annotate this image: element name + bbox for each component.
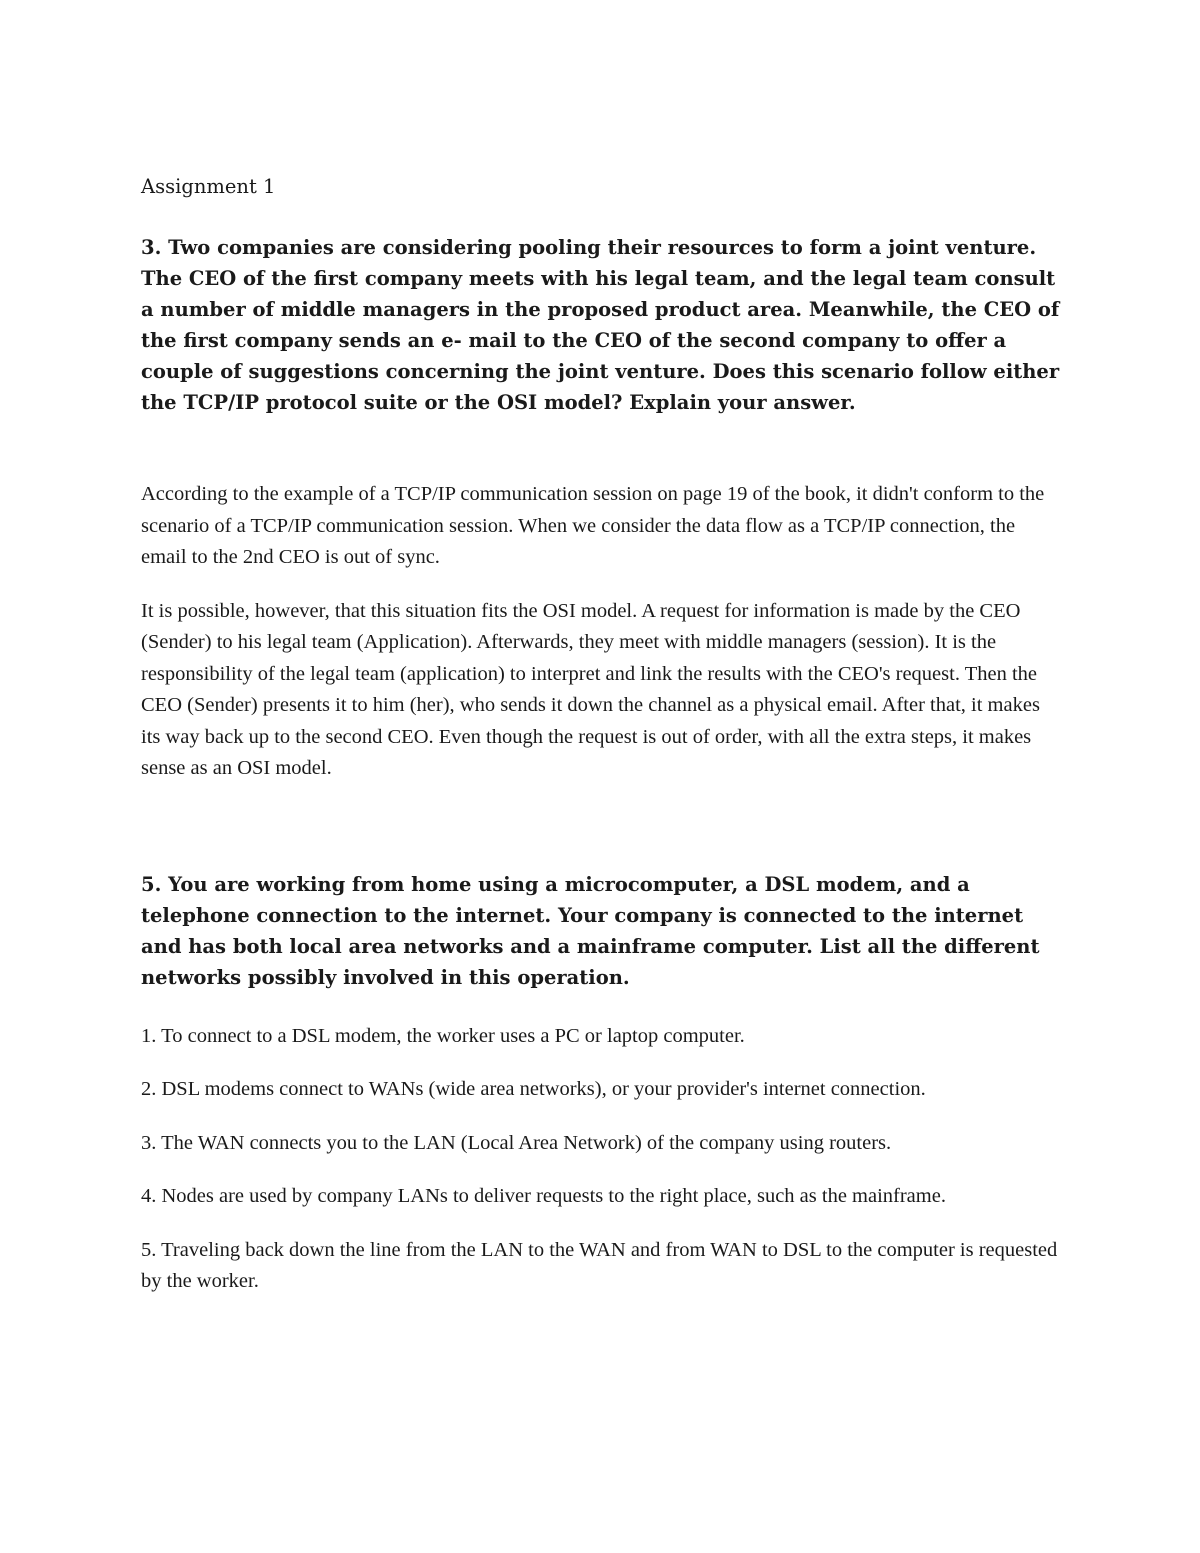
answer-5-list — [141, 1021, 1061, 1298]
answer-3-paragraph-2: It is possible, however, that this situation fits the OSI model. A request for information is made by the CEO (Sender) to his legal team (Application). Afterwards, they meet with middle managers (session). It is the responsibility of the legal team (application) to interpret and link the results with the CEO's request. Then the CEO (Sender) presents it to him (her), who sends it down the channel as a physical email. After that, it makes its way back up to the second CEO. Even though the request is out of order, with all the extra steps, it makes sense as an OSI model. — [141, 599, 1040, 779]
answer-5-item: 3. The WAN connects you to the LAN (Local Area Network) of the company using routers. — [141, 1131, 892, 1154]
answer-5-item: 2. DSL modems connect to WANs (wide area networks), or your provider's internet connection. — [141, 1078, 926, 1100]
document-title: Assignment 1 — [141, 175, 276, 198]
answer-5-item: 1. To connect to a DSL modem, the worker uses a PC or laptop computer. — [141, 1024, 745, 1047]
question-5: 5. You are working from home using a microcomputer, a DSL modem, and a telephone connection to the internet. Your company is connected to the internet and has both local area networks and a mainframe computer. List all the different networks possibly involved in this operation. — [141, 872, 1040, 989]
answer-5-item: 4. Nodes are used by company LANs to deliver requests to the right place, such as the mainframe. — [141, 1185, 946, 1207]
document-page — [141, 171, 1061, 1320]
answer-3-paragraph-1: According to the example of a TCP/IP communication session on page 19 of the book, it didn't conform to the scenario of a TCP/IP communication session. When we consider the data flow as a TCP/IP connection, the email to the 2nd CEO is out of sync. — [141, 483, 1045, 568]
question-3: 3. Two companies are considering pooling their resources to form a joint venture. The CEO of the first company meets with his legal team, and the legal team consult a number of middle managers in the proposed product area. Meanwhile, the CEO of the first company sends an e- mail to the CEO of the second company to offer a couple of suggestions concerning the joint venture. Does this scenario follow either the TCP/IP protocol suite or the OSI model? Explain your answer. — [141, 236, 1060, 414]
answer-5-item: 5. Traveling back down the line from the LAN to the WAN and from WAN to DSL to the computer is requested by the worker. — [141, 1238, 1058, 1292]
